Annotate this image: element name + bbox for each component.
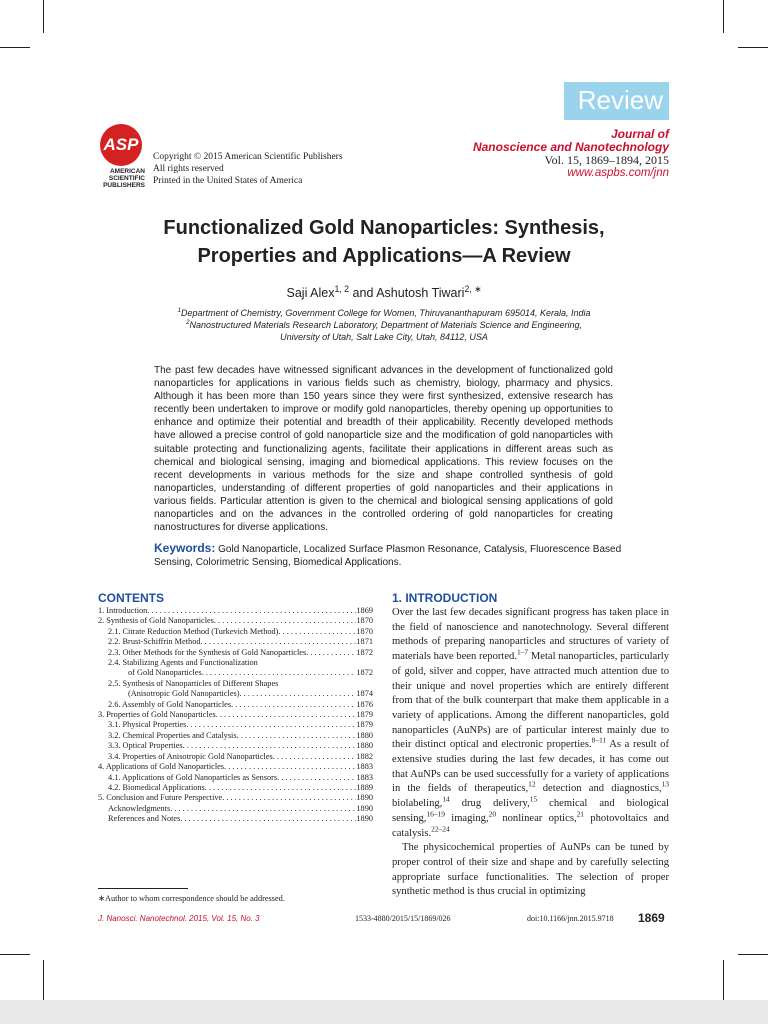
toc-entry[interactable]: 2.1. Citrate Reduction Method (Turkevich Method) . . . 1870	[98, 627, 373, 637]
toc-page-number: 1872	[356, 647, 373, 657]
toc-page-number: 1872	[356, 668, 373, 678]
table-of-contents	[98, 606, 373, 825]
toc-page-number: 1874	[356, 689, 373, 699]
toc-page-number: 1879	[356, 710, 373, 720]
toc-page-number: 1890	[356, 803, 373, 813]
paragraph: Over the last few decades significant progress has taken place in the field of nanoscience and nanotechnology. Several different methods of preparing nanoparticles and structures of variety of materials have been reported.$^{1-7}$ Metal nanoparticles, particularly of gold, silver and copper, have attracted much attention due to their unique and novel properties which are entirely different from that of the bulk counterpart that make them applicable in a variety of applications. Among the different nanoparticles, gold nanoparticles (AuNPs) are of particular interest mainly due to their distinct optical and electronic properties.$^{8-11}$ As a result of extensive studies during the last few decades, it has come out that AuNPs can be used successfully for a variety of applications in the fields of therapeutics,$^{12}$ detection and diagnostics,$^{13}$ biolabeling,$^{14}$ drug delivery,$^{15}$ chemical and biological sensing,$^{16-19}$ imaging,$^{20}$ nonlinear optics,$^{21}$ photovoltaics and catalysis.$^{22-24}$	[392, 607, 669, 839]
toc-leader	[273, 752, 357, 762]
abstract: The past few decades have witnessed significant advances in the development of functionalized gold nanoparticles for applications in various fields such as chemistry, biology, pharmacy and physics. Although it has been more than 150 years since they were first synthesized, extensive research has recently been undertaken to improve or modify gold nanoparticles, thereby opening up opportunities to enhance and optimize their potential and breadth of their applicability. Recently developed methods have allowed a precise control of gold nanoparticle size and the modification of gold nanoparticles with suitable protecting and functionalizing agents, facilitate their applications in different areas such as chemical and biological sensing, imaging and biomedical applications. This review focuses on the recent developments in various methods for the size and shape controlled synthesis of gold nanoparticles, understanding of different properties of gold nanoparticles and their applications in various fields. Particular attention is given to the chemical and biological sensing applications of gold nanoparticles and on the advances in the controlled ordering of gold nanoparticles for creating nanostructures for diverse applications.	[154, 365, 613, 534]
toc-entry[interactable]: (Anisotropic Gold Nanoparticles) . . . 1874	[98, 689, 373, 699]
crop-mark	[723, 960, 724, 1000]
journal-volume: Vol. 15, 1869–1894, 2015	[544, 153, 669, 167]
crop-mark	[0, 954, 30, 955]
toc-entry[interactable]: 3.3. Optical Properties . . . 1880	[98, 741, 373, 751]
affiliations: $^1$Department of Chemistry, Government College for Women, Thiruvananthapuram 695014, Kerala, India $^2$Nanostructured Materials Research Laboratory, Department of Materials Science and Engineering, University of Utah, Salt Lake City, Utah, 84112, USA	[177, 307, 591, 342]
introduction-body	[392, 606, 669, 900]
toc-page-number: 1880	[356, 741, 373, 751]
crop-mark	[738, 954, 768, 955]
toc-entry[interactable]: 3. Properties of Gold Nanoparticles . . . 1879	[98, 710, 373, 720]
toc-leader	[202, 668, 357, 678]
keywords-label: Keywords:	[154, 541, 216, 555]
asp-logo-icon: ASP	[100, 124, 142, 166]
toc-entry[interactable]: 2.2. Brust-Schiffrin Method . . . 1871	[98, 637, 373, 647]
toc-page-number: 1890	[356, 814, 373, 824]
review-label: Review	[577, 85, 663, 115]
toc-page-number: 1882	[356, 751, 373, 761]
toc-leader	[240, 689, 357, 699]
crop-mark	[43, 0, 44, 33]
paragraph: The physicochemical properties of AuNPs can be tuned by proper control of their size and shape and by carefully selecting appropriate surface functionalities. The selection of proper synthetic method is thus crucial in optimizing	[392, 842, 669, 898]
publisher-logo	[97, 124, 145, 189]
toc-leader	[180, 814, 356, 824]
journal-name: Journal of	[610, 127, 669, 141]
author-name: Ashutosh Tiwari	[376, 286, 465, 300]
keywords	[154, 542, 624, 569]
keywords-text: Gold Nanoparticle, Localized Surface Plasmon Resonance, Catalysis, Fluorescence Based Sensing, Colorimetric Sensing, Biomedical Applications.	[154, 544, 622, 568]
toc-leader	[205, 783, 357, 793]
author-name: Saji Alex	[286, 286, 335, 300]
footer-journal-ref: J. Nanosci. Nanotechnol. 2015, Vol. 15, No. 3	[98, 914, 260, 923]
toc-entry[interactable]: 2.6. Assembly of Gold Nanoparticles . . . 1876	[98, 700, 373, 710]
toc-entry[interactable]: 2. Synthesis of Gold Nanoparticles . . . 1870	[98, 616, 373, 626]
toc-page-number: 1869	[356, 606, 373, 615]
toc-page-number: 1870	[356, 626, 373, 636]
publisher-name: AMERICAN SCIENTIFIC PUBLISHERS	[103, 168, 145, 189]
journal-url[interactable]: www.aspbs.com/jnn	[567, 167, 669, 179]
toc-entry[interactable]: 3.4. Properties of Anisotropic Gold Nanoparticles . . . 1882	[98, 752, 373, 762]
toc-leader	[306, 648, 356, 658]
journal-info	[473, 128, 669, 180]
toc-leader	[201, 637, 357, 647]
toc-entry[interactable]: 2.3. Other Methods for the Synthesis of Gold Nanoparticles . . . 1872	[98, 648, 373, 658]
toc-entry[interactable]: 3.1. Physical Properties . . . 1879	[98, 720, 373, 730]
toc-entry[interactable]: 4. Applications of Gold Nanoparticles . . . 1883	[98, 762, 373, 772]
toc-entry[interactable]: Acknowledgments . . . 1890	[98, 804, 373, 814]
toc-page-number: 1890	[356, 793, 373, 803]
toc-page-number: 1870	[356, 616, 373, 626]
crop-mark	[0, 47, 30, 48]
footer-issn: 1533-4880/2015/15/1869/026	[355, 914, 451, 923]
toc-leader	[277, 773, 356, 783]
toc-leader	[278, 627, 356, 637]
toc-entry[interactable]: 3.2. Chemical Properties and Catalysis . . . 1880	[98, 731, 373, 741]
toc-entry[interactable]: 4.2. Biomedical Applications . . . 1889	[98, 783, 373, 793]
toc-leader	[224, 762, 356, 772]
crop-mark	[723, 0, 724, 33]
toc-page-number: 1879	[356, 720, 373, 730]
toc-page-number: 1880	[356, 730, 373, 740]
toc-page-number: 1883	[356, 762, 373, 772]
toc-leader	[216, 710, 357, 720]
toc-leader	[237, 731, 357, 741]
footnote-divider	[98, 888, 188, 889]
toc-leader	[170, 804, 356, 814]
toc-leader	[214, 616, 356, 626]
article-title: Functionalized Gold Nanoparticles: Synthesis, Properties and Applications—A Review	[163, 217, 605, 267]
toc-leader	[222, 793, 356, 803]
review-badge	[564, 82, 669, 120]
toc-leader	[231, 700, 356, 710]
toc-page-number: 1883	[356, 772, 373, 782]
toc-entry[interactable]: 4.1. Applications of Gold Nanoparticles as Sensors . . . 1883	[98, 773, 373, 783]
journal-name: Nanoscience and Nanotechnology	[472, 140, 669, 154]
footnote: ∗Author to whom correspondence should be addressed.	[98, 894, 285, 903]
toc-leader	[147, 606, 356, 616]
page-number: 1869	[638, 911, 665, 925]
toc-entry[interactable]: 1. Introduction . . . 1869	[98, 606, 373, 616]
copyright-notice: Copyright © 2015 American Scientific Publishers All rights reserved Printed in the United States of America	[153, 152, 343, 186]
toc-entry[interactable]: References and Notes . . . 1890	[98, 814, 373, 824]
toc-entry[interactable]: 5. Conclusion and Future Perspective . . . 1890	[98, 793, 373, 803]
crop-mark	[43, 960, 44, 1000]
toc-leader	[186, 720, 356, 730]
toc-leader	[183, 741, 357, 751]
footer-doi[interactable]: doi:10.1166/jnn.2015.9718	[527, 914, 614, 923]
contents-heading: CONTENTS	[98, 591, 164, 605]
section-heading-introduction: 1. INTRODUCTION	[392, 591, 498, 605]
toc-entry[interactable]: of Gold Nanoparticles . . . 1872	[98, 668, 373, 678]
toc-page-number: 1871	[356, 637, 373, 647]
author-list: Saji Alex$^{1, 2}$ and Ashutosh Tiwari$^{2, ∗}$	[286, 283, 482, 300]
toc-page-number: 1889	[356, 782, 373, 792]
toc-entry[interactable]: 2.4. Stabilizing Agents and Functionalization	[108, 658, 258, 668]
crop-mark	[738, 47, 768, 48]
toc-entry[interactable]: 2.5. Synthesis of Nanoparticles of Different Shapes	[108, 678, 279, 688]
toc-page-number: 1876	[356, 699, 373, 709]
